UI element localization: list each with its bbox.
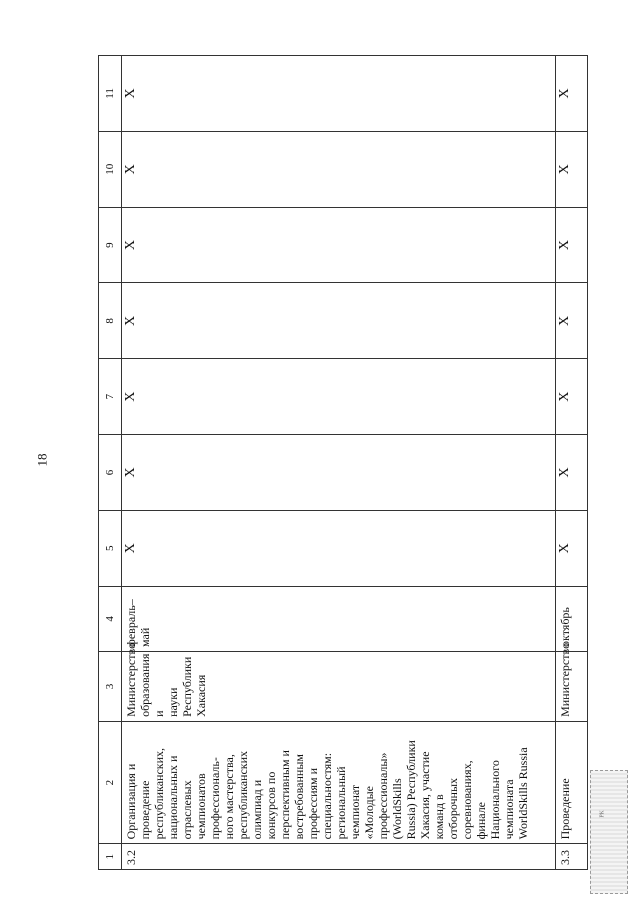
row-mark: X — [556, 435, 588, 511]
row-mark: X — [122, 207, 556, 283]
row-mark: X — [122, 283, 556, 359]
row-description: Организация и проведение республиканских, национальных и отраслевых чемпионатов профессиональ- ного мастерства, республиканских олимпиад и конкурсов по перспективным и востребованным профессиям и специальностям: региональный чемпионат «Молодые профессионалы» (WorldSkills Russia) Республики Хакасия, участие команд в отборочных соревнованиях, финале Национального чемпионата WorldSkills Russia — [122, 721, 556, 843]
row-mark: X — [122, 510, 556, 586]
header-row — [99, 56, 122, 870]
col-header-1: 1 — [99, 844, 122, 870]
table-frame — [98, 55, 588, 870]
table-row — [122, 56, 556, 870]
row-mark: X — [556, 510, 588, 586]
rotated-table-wrapper — [98, 55, 588, 870]
row-executor: Министерство образования и науки Республики Хакасия — [122, 651, 556, 721]
row-description: Проведение — [556, 721, 588, 843]
row-mark: X — [122, 56, 556, 132]
row-mark: X — [122, 359, 556, 435]
row-id: 3.3 — [556, 844, 588, 870]
row-term: февраль– май — [122, 586, 556, 651]
col-header-5: 5 — [99, 510, 122, 586]
row-mark: X — [556, 131, 588, 207]
col-header-10: 10 — [99, 131, 122, 207]
row-mark: X — [556, 207, 588, 283]
col-header-9: 9 — [99, 207, 122, 283]
col-header-6: 6 — [99, 435, 122, 511]
col-header-4: 4 — [99, 586, 122, 651]
stamp-text: РК — [599, 810, 606, 818]
row-mark: X — [122, 435, 556, 511]
row-mark: X — [122, 131, 556, 207]
row-mark: X — [556, 56, 588, 132]
page-number-text: 18 — [34, 453, 50, 467]
row-executor: Министерство — [556, 651, 588, 721]
col-header-2: 2 — [99, 721, 122, 843]
row-id: 3.2 — [122, 844, 556, 870]
col-header-8: 8 — [99, 283, 122, 359]
row-term: октябрь — [556, 586, 588, 651]
page-number — [36, 452, 49, 468]
plan-table — [98, 55, 588, 870]
row-mark: X — [556, 283, 588, 359]
col-header-11: 11 — [99, 56, 122, 132]
table-row — [556, 56, 588, 870]
col-header-3: 3 — [99, 651, 122, 721]
scan-stamp — [590, 770, 628, 894]
row-mark: X — [556, 359, 588, 435]
col-header-7: 7 — [99, 359, 122, 435]
